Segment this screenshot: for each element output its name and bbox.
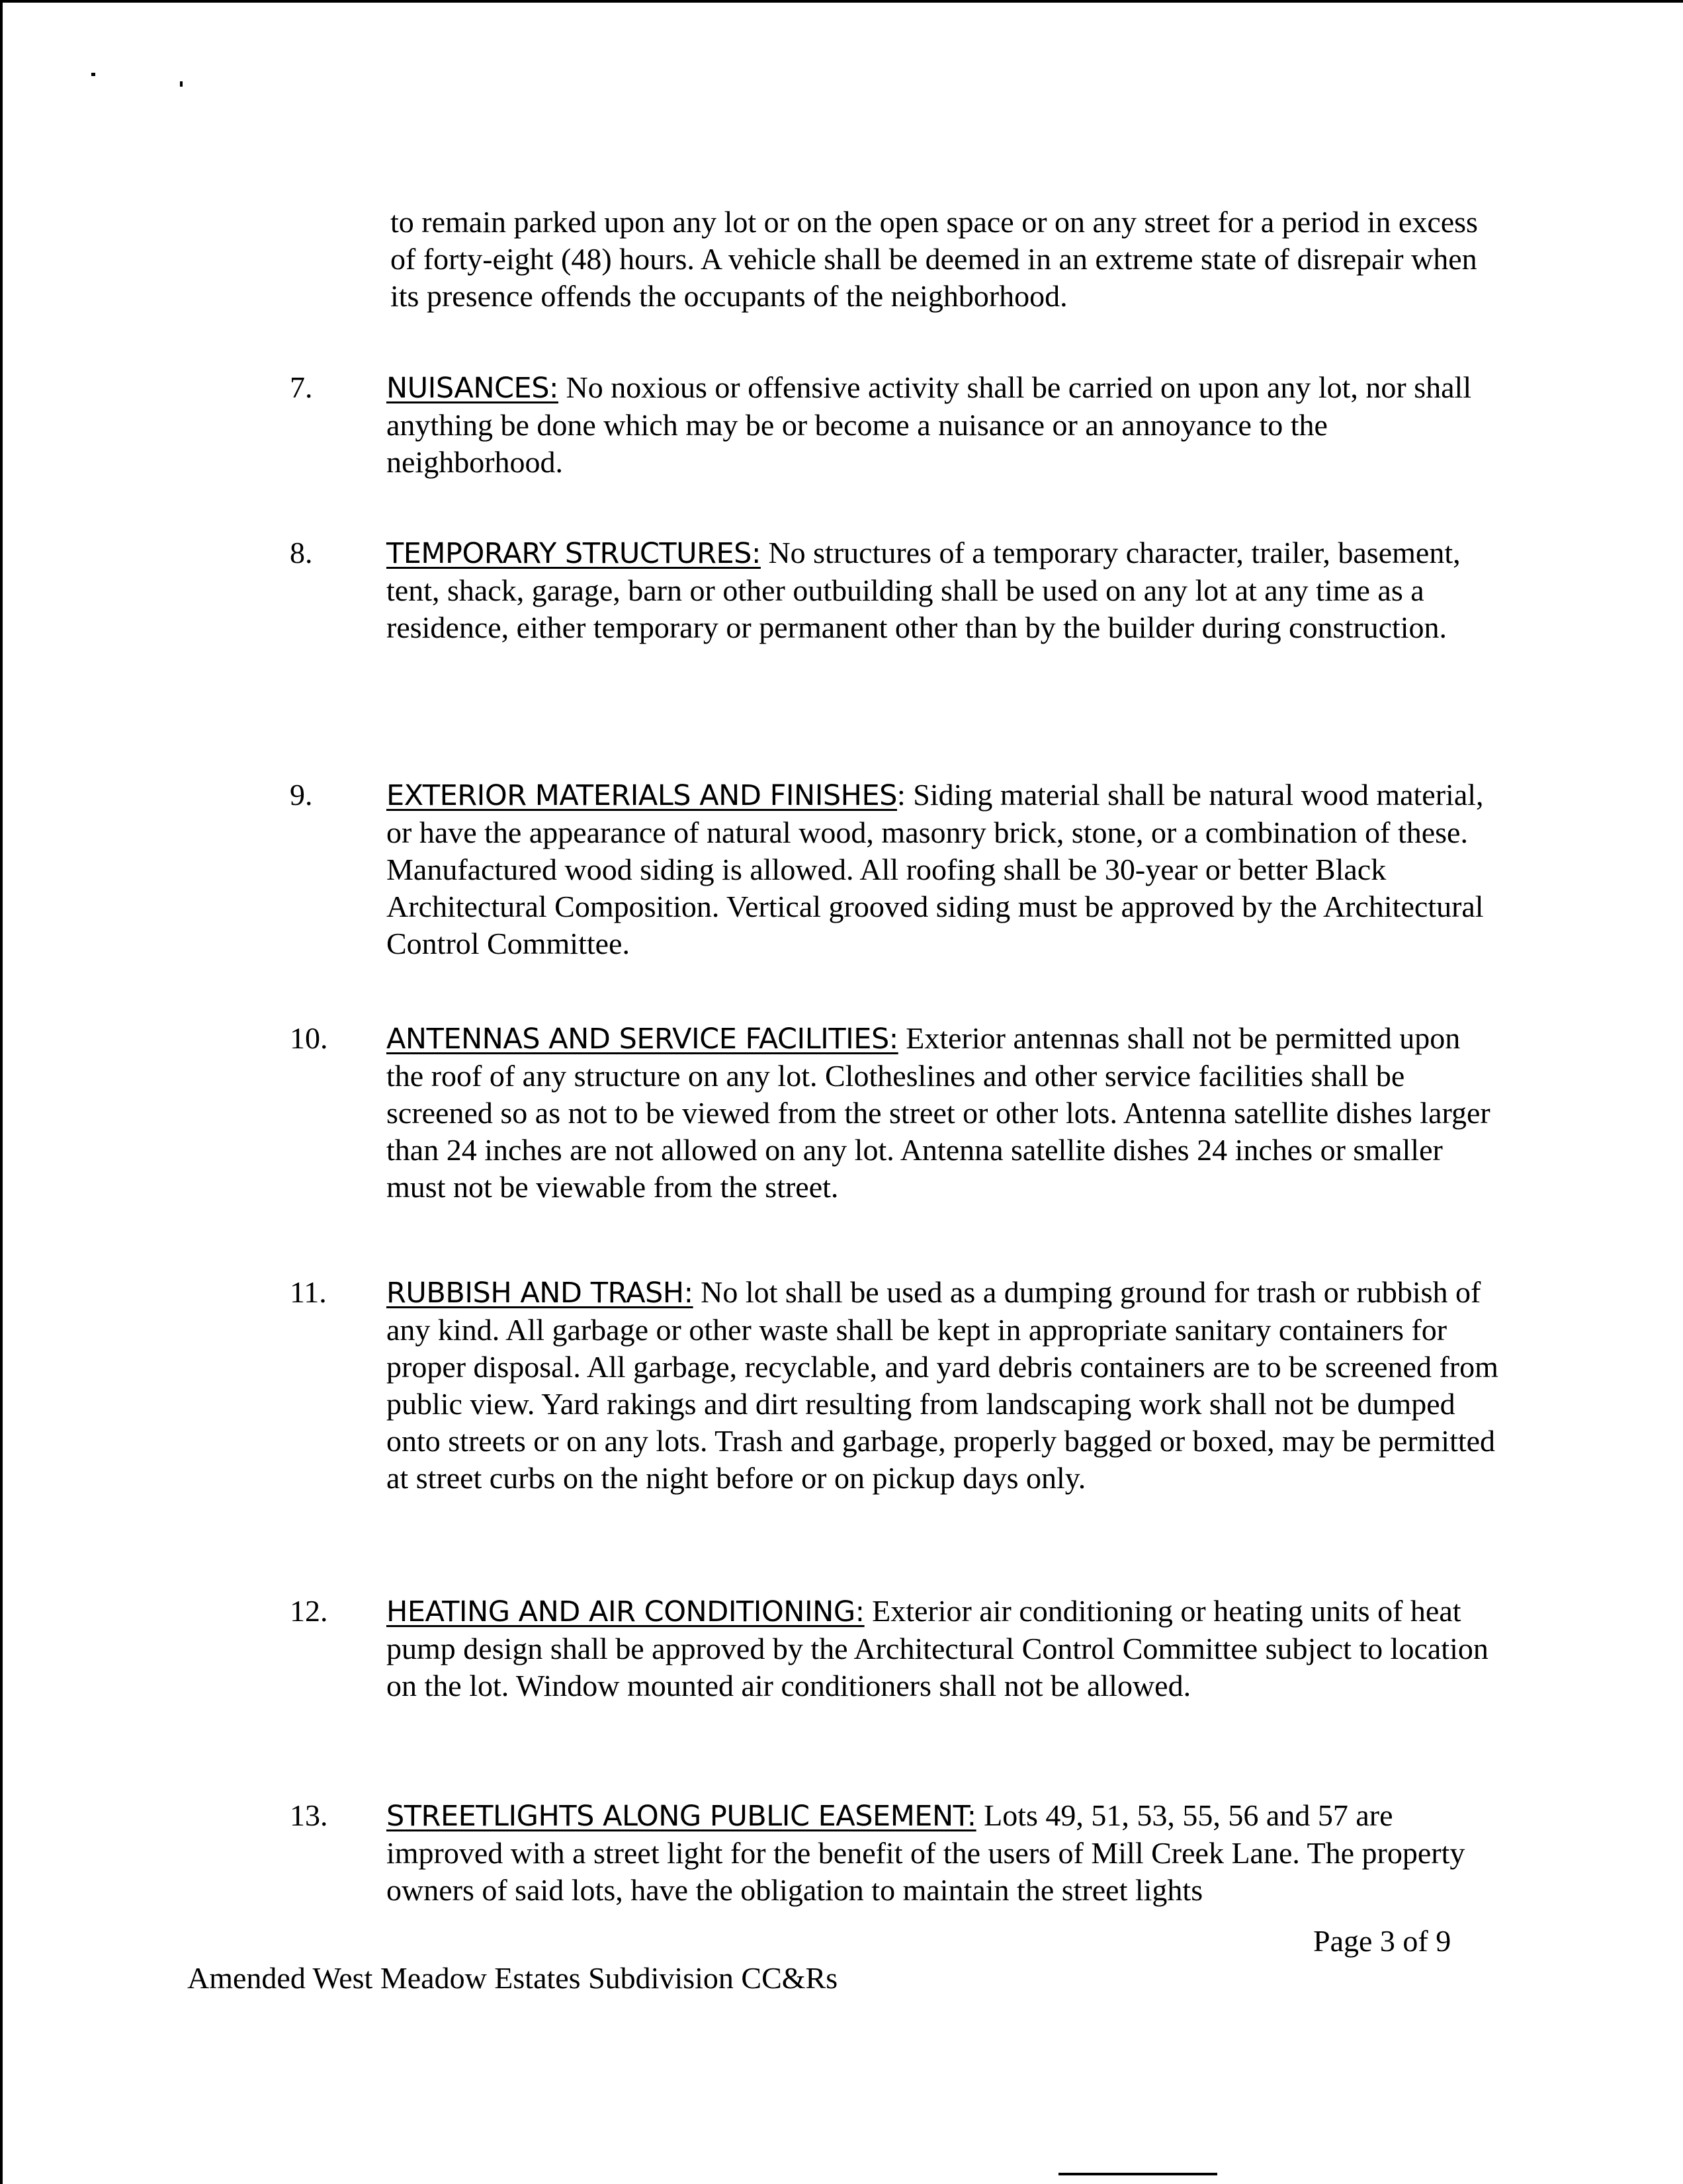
clause-body [386, 1797, 1504, 1909]
clause-text: No structures of a temporary character, trailer, basement, tent, shack, garage, barn or other outbuilding shall be used on any lot at any time as a residence, either temporary or permanent other than by the builder during construction. [386, 536, 1461, 644]
clause-heading: RUBBISH AND TRASH: [386, 1277, 693, 1310]
clause-body [386, 1020, 1504, 1206]
clause-body [386, 369, 1504, 481]
clause-number: 13. [290, 1798, 328, 1832]
clause-body [386, 1593, 1504, 1704]
clause-text: Exterior air conditioning or heating units of heat pump design shall be approved by the Architectural Control Committee subject to location on the lot. Window mounted air conditioners shall not be allowed. [386, 1594, 1489, 1702]
scan-edge-left [0, 0, 3, 2184]
clause-heading: EXTERIOR MATERIALS AND FINISHES [386, 779, 897, 812]
continuation-paragraph: to remain parked upon any lot or on the open space or on any street for a period in excess of forty-eight (48) hours. A vehicle shall be deemed in an extreme state of disrepair when its presence offends the occupants of the neighborhood. [390, 205, 1478, 313]
clause-text: : Siding material shall be natural wood material, or have the appearance of natural wood, masonry brick, stone, or a combination of these. Manufactured wood siding is allowed. All roofing shall be 30-year or better Black Architectural Composition. Vertical grooved siding must be approved by the Architectural Control Committee. [386, 778, 1484, 960]
clause-heading: TEMPORARY STRUCTURES: [386, 537, 761, 570]
clause-number: 9. [290, 778, 313, 812]
clause-text: Lots 49, 51, 53, 55, 56 and 57 are improved with a street light for the benefit of the users of Mill Creek Lane. The property owners of said lots, have the obligation to maintain the street lights [386, 1798, 1465, 1907]
clause-body [386, 777, 1504, 962]
clause-text: Exterior antennas shall not be permitted upon the roof of any structure on any lot. Clotheslines and other service facilities shall be screened so as not to be viewed from the street or other lots. Antenna satellite dishes larger than 24 inches are not allowed on any lot. Antenna satellite dishes 24 inches or smaller must not be viewable from the street. [386, 1021, 1490, 1204]
scan-speck [180, 81, 183, 87]
scan-speck [91, 73, 95, 76]
page-number: Page 3 of 9 [1313, 1924, 1451, 1958]
clause-body [386, 1274, 1504, 1497]
clause-number: 8. [290, 536, 313, 569]
clause-heading: ANTENNAS AND SERVICE FACILITIES: [386, 1023, 898, 1056]
scan-edge-top [0, 0, 1683, 3]
clause-number: 12. [290, 1594, 328, 1628]
clause-heading: NUISANCES: [386, 372, 558, 405]
document-footer-title: Amended West Meadow Estates Subdivision CC&Rs [187, 1961, 838, 1995]
clause-body [386, 534, 1504, 646]
clause-number: 10. [290, 1021, 328, 1055]
clause-number: 11. [290, 1275, 327, 1309]
clause-text: No noxious or offensive activity shall be carried on upon any lot, nor shall anything be done which may be or become a nuisance or an annoyance to the neighborhood. [386, 370, 1472, 479]
scan-edge-bottom [1058, 2173, 1217, 2175]
clause-text: No lot shall be used as a dumping ground for trash or rubbish of any kind. All garbage or other waste shall be kept in appropriate sanitary containers for proper disposal. All garbage, recyclable, and yard debris containers are to be screened from public view. Yard rakings and dirt resulting from landscaping work shall not be dumped onto streets or on any lots. Trash and garbage, properly bagged or boxed, may be permitted at street curbs on the night before or on pickup days only. [386, 1275, 1498, 1495]
clause-number: 7. [290, 370, 313, 404]
clause-heading: HEATING AND AIR CONDITIONING: [386, 1595, 865, 1628]
clause-heading: STREETLIGHTS ALONG PUBLIC EASEMENT: [386, 1800, 976, 1833]
